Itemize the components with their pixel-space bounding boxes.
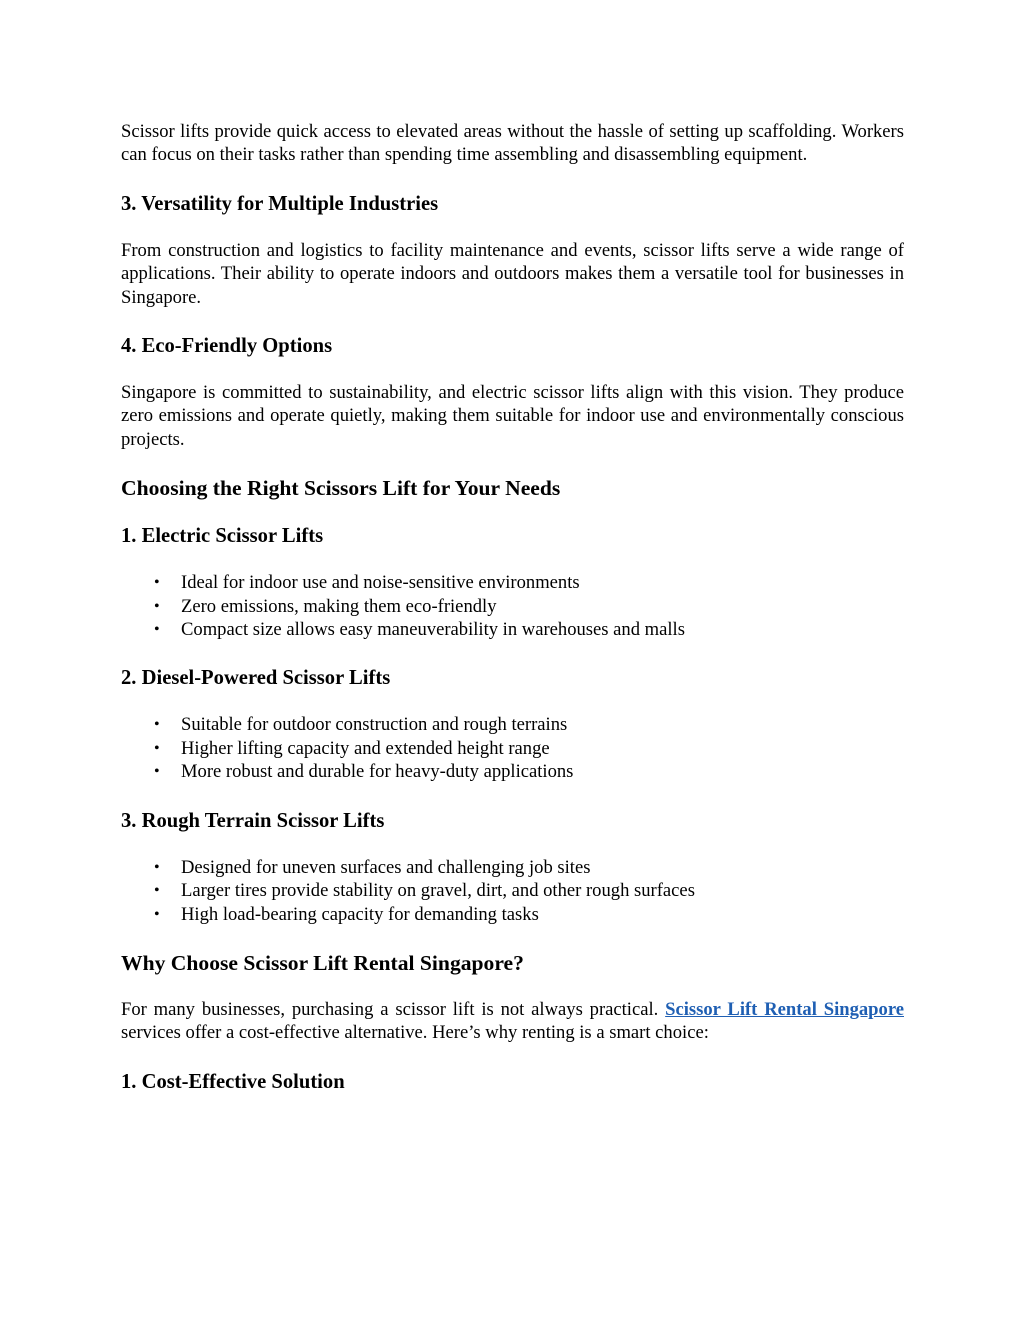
list-item: • High load-bearing capacity for demanding tasks bbox=[121, 903, 904, 926]
heading-eco-friendly: 4. Eco-Friendly Options bbox=[121, 335, 333, 358]
heading-choosing-lift: Choosing the Right Scissors Lift for Your Needs bbox=[121, 476, 561, 501]
list-item: • Designed for uneven surfaces and challenging job sites bbox=[121, 856, 904, 879]
why-text-before: For many businesses, purchasing a scissor lift is not always practical. bbox=[121, 998, 659, 1020]
eco-friendly-paragraph: Singapore is committed to sustainability, and electric scissor lifts align with this vision. They produce zero emissions and operate quietly, making them suitable for indoor use and environmentally conscious projects. bbox=[121, 382, 904, 450]
list-item: • Zero emissions, making them eco-friendly bbox=[121, 595, 904, 618]
intro-paragraph: Scissor lifts provide quick access to elevated areas without the hassle of setting up scaffolding. Workers can focus on their tasks rather than spending time assembling and disassembling equipment. bbox=[121, 121, 904, 166]
document-page bbox=[121, 120, 904, 1117]
heading-why-choose-rental: Why Choose Scissor Lift Rental Singapore? bbox=[121, 950, 524, 975]
list-item: • Compact size allows easy maneuverability in warehouses and malls bbox=[121, 618, 904, 641]
diesel-lifts-list bbox=[121, 713, 904, 783]
electric-lifts-list bbox=[121, 571, 904, 641]
why-text-after: services offer a cost-effective alternative. Here’s why renting is a smart choice: bbox=[121, 1022, 709, 1044]
why-choose-paragraph bbox=[121, 998, 904, 1045]
versatility-paragraph: From construction and logistics to facility maintenance and events, scissor lifts serve a wide range of applications. Their ability to operate indoors and outdoors makes them a versatile tool for businesses in Singapore. bbox=[121, 239, 904, 308]
list-item: • Larger tires provide stability on gravel, dirt, and other rough surfaces bbox=[121, 879, 904, 902]
scissor-lift-rental-link[interactable]: Scissor Lift Rental Singapore bbox=[665, 998, 904, 1020]
heading-rough-terrain-lifts: 3. Rough Terrain Scissor Lifts bbox=[121, 809, 385, 832]
heading-cost-effective: 1. Cost-Effective Solution bbox=[121, 1070, 345, 1093]
list-item: • More robust and durable for heavy-duty applications bbox=[121, 760, 904, 783]
list-item: • Ideal for indoor use and noise-sensitive environments bbox=[121, 571, 904, 594]
heading-electric-lifts: 1. Electric Scissor Lifts bbox=[121, 525, 324, 548]
heading-diesel-lifts: 2. Diesel-Powered Scissor Lifts bbox=[121, 667, 391, 690]
heading-versatility: 3. Versatility for Multiple Industries bbox=[121, 192, 439, 215]
rough-terrain-lifts-list bbox=[121, 856, 904, 926]
list-item: • Higher lifting capacity and extended height range bbox=[121, 737, 904, 760]
list-item: • Suitable for outdoor construction and rough terrains bbox=[121, 713, 904, 736]
